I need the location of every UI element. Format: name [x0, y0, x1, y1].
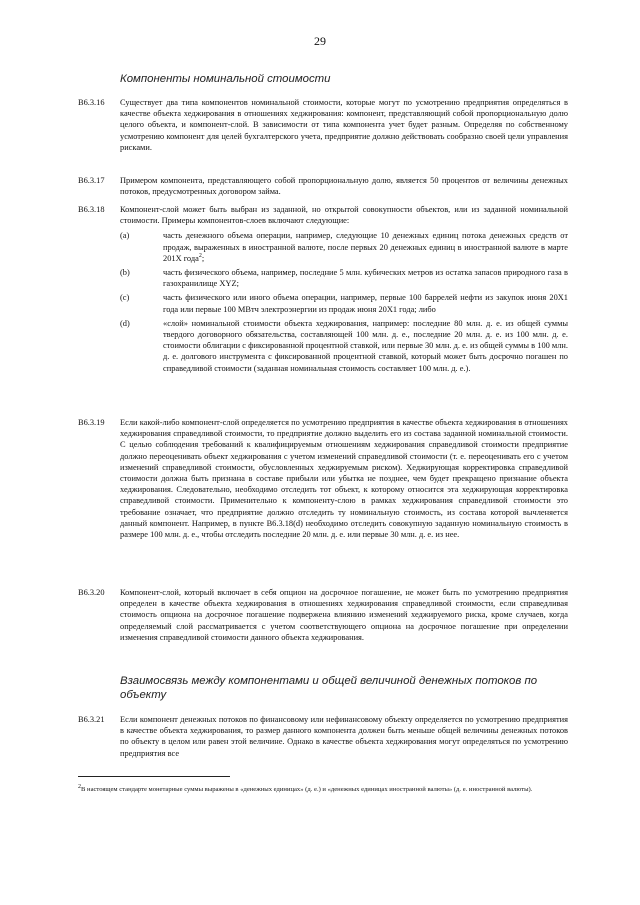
paragraph-text: Существует два типа компонентов номинальной стоимости, которые могут по усмотрению предприятия определяться в качестве объекта хеджирования в отношениях хеджирования: компонент, представляющий собой пропорциональную долю целого объекта, и компонент-слой. В зависимости от типа компонента учет будет разным. Определяя по собственному усмотрению компонент для целей бухгалтерского учета, предприятие должно действовать сообразно своей цели управления рисками.	[120, 98, 568, 152]
section-heading-relationship: Взаимосвязь между компонентами и общей величиной денежных потоков по объекту	[120, 675, 538, 701]
paragraph-b6-3-20	[78, 587, 568, 643]
paragraph-number: B6.3.16	[78, 98, 105, 107]
list-item	[120, 267, 568, 289]
footnote-text: В настоящем стандарте монетарные суммы выражены в «денежных единицах» (д. е.) и «денежных единицах иностранной валюты» (д. е. иностранной валюты).	[81, 786, 533, 793]
page-number: 29	[314, 34, 326, 48]
list-item	[120, 318, 568, 374]
paragraph-b6-3-16	[78, 97, 568, 153]
footnote-ref: 2	[198, 253, 202, 260]
list-item-label: (b)	[120, 268, 130, 278]
list-item-label: (a)	[120, 231, 130, 241]
paragraph-text: Компонент-слой, который включает в себя опцион на досрочное погашение, не может быть по усмотрению предприятия определен в качестве объекта хеджирования в отношениях хеджирования справедливой стоимости, если справедливая стоимость опциона на досрочное погашение подвержена влиянию изменений хеджируемого риска, кроме случаев, когда определяемый слой рассматривается с учетом соответствующего опциона на досрочное погашение при определении изменения справедливой стоимости данного объекта хеджирования.	[120, 588, 568, 642]
list-item-label: (c)	[120, 293, 130, 303]
paragraph-number: B6.3.17	[78, 176, 105, 185]
footnote-divider	[78, 776, 230, 777]
list-item-text: часть физического или иного объема операции, например, первые 100 баррелей нефти из закупок июня 20X1 года или первые 100 МВтч электроэнергии из продаж июня 20X1 года; либо	[163, 293, 568, 314]
list-item-text: «слой» номинальной стоимости объекта хеджирования, например: последние 80 млн. д. е. из общей суммы твердого договорного обязательства, составляющей 100 млн. д. е., последние 20 млн. д. е. из 100 млн. д. е. стоимости облигации с фиксированной процентной ставкой, или первые 30 млн. д. е. из общей суммы в 100 млн. д. е. долгового инструмента с фиксированной процентной ставкой, который может быть досрочно погашен по справедливой стоимости (заданная номинальная стоимость составляет 100 млн. д. е.).	[163, 318, 568, 373]
list-item-text: часть физического объема, например, последние 5 млн. кубических метров из остатка запасов природного газа в газохранилище XYZ;	[163, 268, 568, 289]
section-heading-nominal-components: Компоненты номинальной стоимости	[120, 73, 331, 85]
list-item-text: часть денежного объема операции, например, следующие 10 денежных единиц потока денежных средств от продаж, выраженных в иностранной валюте, после первых 20 денежных единиц в иностранной валюте в марте 201X года$^2$;	[163, 231, 568, 263]
example-list	[120, 230, 568, 373]
paragraph-number: B6.3.19	[78, 418, 105, 427]
paragraph-b6-3-17	[78, 175, 568, 197]
paragraph-number: B6.3.21	[78, 715, 105, 724]
paragraph-text: Компонент-слой может быть выбран из заданной, но открытой совокупности объектов, или из заданной номинальной стоимости. Примеры компонентов-слоев включают следующие:	[120, 205, 568, 226]
list-item	[120, 230, 568, 264]
paragraph-b6-3-18	[78, 204, 568, 374]
paragraph-text: Если какой-либо компонент-слой определяется по усмотрению предприятия в качестве объекта хеджирования в отношениях хеджирования справедливой стоимости, то предприятие должно выделить его из состава заданной номинальной стоимости. С целью соблюдения требований к квалифицируемым отношениям хеджирования справедливой стоимости предприятие должно переоценивать объект хеджирования с учетом изменений справедливой стоимости (т. е. переоценивать его с учетом изменений справедливой стоимости, обусловленных хеджируемым риском). Хеджирующая корректировка справедливой стоимости должна быть признана в составе прибыли или убытка не позднее, чем будет прекращено признание объекта хеджирования. Следовательно, необходимо отследить тот объект, к которому относится эта хеджирующая корректировка справедливой стоимости. Применительно к компоненту-слою в рамках хеджирования справедливой стоимости это требование означает, что предприятие должно отследить ту номинальную стоимость, из состава которой вычленяется данный компонент. Например, в пункте B6.3.18(d) необходимо отследить совокупную заданную номинальную стоимость в размере 100 млн. д. е., чтобы отследить последние 20 млн. д. е. или первые 30 млн. д. е. из нее.	[120, 418, 568, 540]
list-item-label: (d)	[120, 318, 130, 328]
paragraph-number: B6.3.20	[78, 588, 105, 597]
paragraph-b6-3-21	[78, 714, 568, 759]
footnote	[78, 785, 568, 794]
paragraph-b6-3-19	[78, 417, 568, 540]
footnote-mark: 2	[78, 783, 81, 790]
paragraph-text: Если компонент денежных потоков по финансовому или нефинансовому объекту определяется по усмотрению предприятия в качестве объекта хеджирования, то размер данного компонента должен быть меньше общей величины денежных потоков по объекту в целом или равен этой величине. Однако в качестве объекта хеджирования могут определяться по усмотрению предприятия все	[120, 715, 568, 758]
list-item	[120, 292, 568, 314]
paragraph-text: Примером компонента, представляющего собой пропорциональную долю, является 50 процентов от величины денежных потоков, предусмотренных договором займа.	[120, 176, 568, 197]
paragraph-number: B6.3.18	[78, 205, 105, 214]
